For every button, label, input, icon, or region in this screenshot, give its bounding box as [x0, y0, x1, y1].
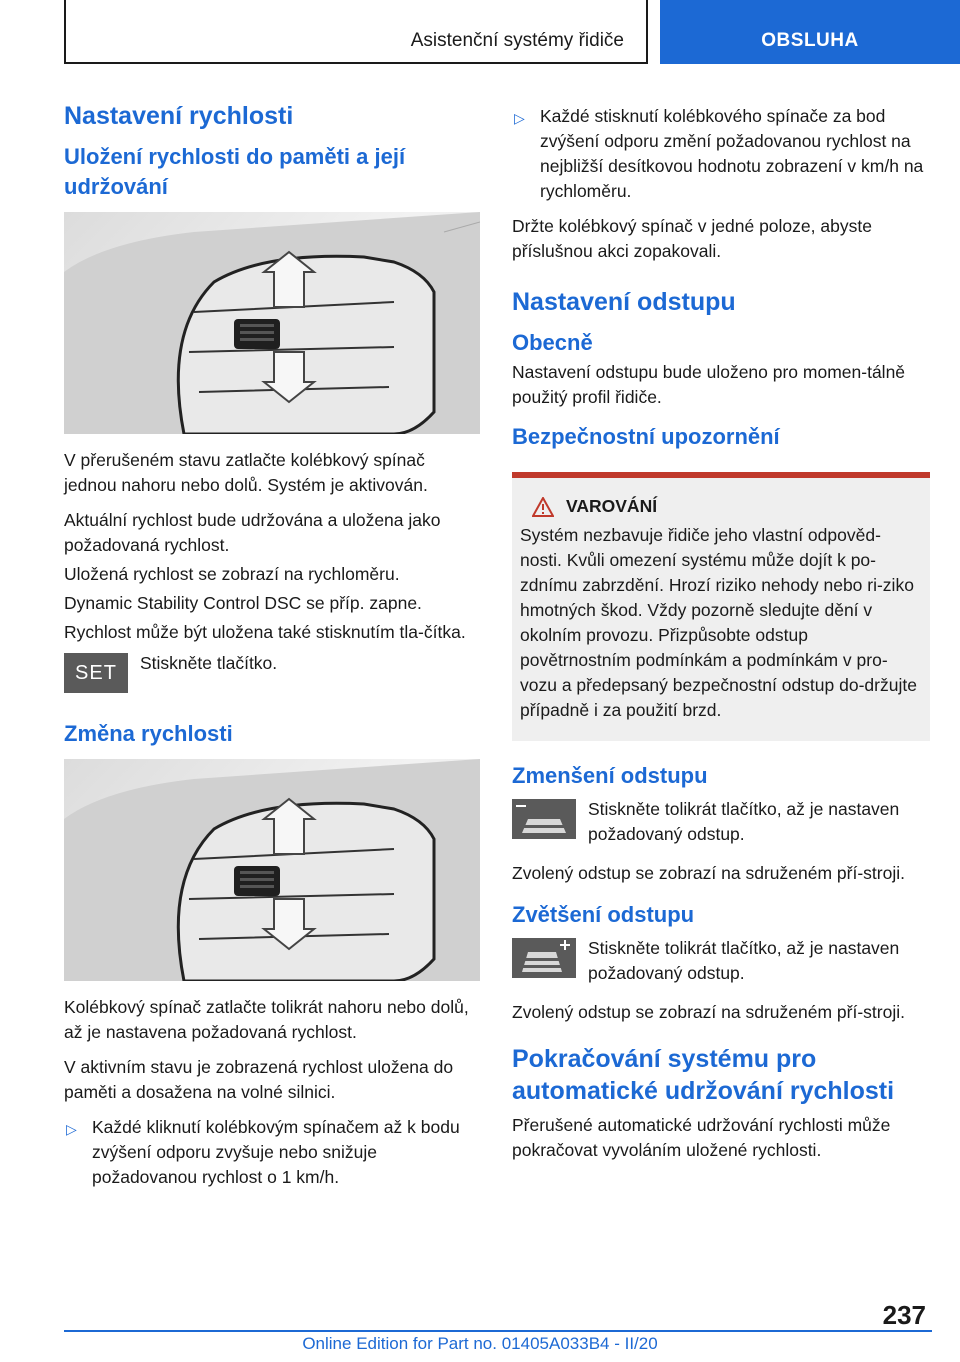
- chapter-tab[interactable]: OBSLUHA: [660, 0, 960, 64]
- footer-edition[interactable]: Online Edition for Part no. 01405A033B4 - II/20: [302, 1334, 658, 1353]
- set-button-row: [64, 651, 482, 693]
- increase-button-text: Stiskněte tolikrát tlačítko, až je nastaven požadovaný odstup.: [588, 938, 900, 983]
- text-hold-switch: Držte kolébkový spínač v jedné poloze, abyste příslušnou akci zopakovali.: [512, 216, 872, 261]
- heading-general: Obecně: [512, 330, 593, 355]
- right-column: [512, 104, 930, 1173]
- warning-box: [512, 478, 930, 741]
- text-current-speed: Aktuální rychlost bude udržována a uložena jako požadovaná rychlost.: [64, 510, 441, 555]
- text-interrupted-state: V přerušeném stavu zatlačte kolébkový spínač jednou nahoru nebo dolů. Systém je aktivován.: [64, 450, 428, 495]
- heading-change-speed: Změna rychlosti: [64, 721, 233, 746]
- heading-store-speed: Uložení rychlosti do paměti a její udržování: [64, 144, 406, 199]
- text-rocker-press: Kolébkový spínač zatlačte tolikrát nahoru nebo dolů, až je nastavena požadovaná rychlost.: [64, 997, 469, 1042]
- warning-header: [520, 496, 922, 517]
- bullet-text: Každé kliknutí kolébkovým spínačem až k bodu zvýšení odporu zvyšuje nebo snižuje požadovanou rychlost o 1 km/h.: [92, 1117, 460, 1187]
- steering-wheel-rocker-image-2: [64, 759, 480, 981]
- distance-decrease-icon: [512, 799, 576, 839]
- section-title: Asistenční systémy řidiče: [410, 30, 624, 51]
- rocker-switch-illustration-2: [64, 759, 480, 981]
- footer-divider: [64, 1330, 932, 1332]
- left-column: [64, 96, 482, 1200]
- list-item: [512, 104, 930, 204]
- text-dsc: Dynamic Stability Control DSC se příp. zapne.: [64, 593, 422, 613]
- distance-increase-icon: [512, 938, 576, 978]
- text-general: Nastavení odstupu bude uloženo pro momen-tálně použitý profil řidiče.: [512, 362, 906, 407]
- text-increase-display: Zvolený odstup se zobrazí na sdruženém pří-stroji.: [512, 1002, 905, 1022]
- rocker-switch-illustration: [64, 212, 480, 434]
- set-button-text: Stiskněte tlačítko.: [140, 653, 278, 673]
- heading-safety-notes: Bezpečnostní upozornění: [512, 424, 780, 449]
- decrease-button-row: [512, 797, 930, 847]
- heading-continue-system: Pokračování systému pro automatické udržování rychlosti: [512, 1045, 895, 1105]
- triangle-bullet-icon: ▷: [514, 110, 525, 126]
- heading-decrease-distance: Zmenšení odstupu: [512, 763, 708, 788]
- heading-increase-distance: Zvětšení odstupu: [512, 902, 695, 927]
- text-store-by-button: Rychlost může být uložena také stisknutím tla-čítka.: [64, 622, 466, 642]
- set-button-icon: SET: [64, 653, 128, 693]
- heading-speed-setting: Nastavení rychlosti: [64, 102, 294, 130]
- bullet-text: Každé stisknutí kolébkového spínače za bod zvýšení odporu změní požadovanou rychlost na nejbližší desítkovou hodnotu zobrazení v km/h na rychloměru.: [540, 106, 924, 201]
- increase-button-row: [512, 936, 930, 986]
- steering-wheel-rocker-image: [64, 212, 480, 434]
- text-continue: Přerušené automatické udržování rychlosti může pokračovat vyvoláním uložené rychlosti.: [512, 1115, 891, 1160]
- text-decrease-display: Zvolený odstup se zobrazí na sdruženém pří-stroji.: [512, 863, 905, 883]
- triangle-bullet-icon: ▷: [66, 1121, 77, 1137]
- warning-triangle-icon: [532, 497, 554, 517]
- heading-distance-setting: Nastavení odstupu: [512, 288, 736, 316]
- text-speedometer-display: Uložená rychlost se zobrazí na rychloměru.: [64, 564, 400, 584]
- decrease-button-text: Stiskněte tolikrát tlačítko, až je nastaven požadovaný odstup.: [588, 799, 900, 844]
- header-frame: [64, 0, 648, 64]
- warning-title: VAROVÁNÍ: [566, 496, 658, 516]
- list-item: [64, 1115, 482, 1190]
- page-number: 237: [882, 1300, 926, 1330]
- warning-text: Systém nezbavuje řidiče jeho vlastní odpověd-nosti. Kvůli omezení systému může dojít k po-zdnímu zabrzdění. Hrozí riziko nehody nebo ri-ziko hmotných škod. Vždy pozorně sledujte dění v okolním provozu. Přizpůsobte odstup povětrnostním podmínkám a podmínkám v pro-vozu a předepsaný bezpečnostní odstup do-držujte případně i za použití brzd.: [520, 525, 917, 720]
- text-active-state: V aktivním stavu je zobrazená rychlost uložena do paměti a dosažena na volné silnici.: [64, 1057, 454, 1102]
